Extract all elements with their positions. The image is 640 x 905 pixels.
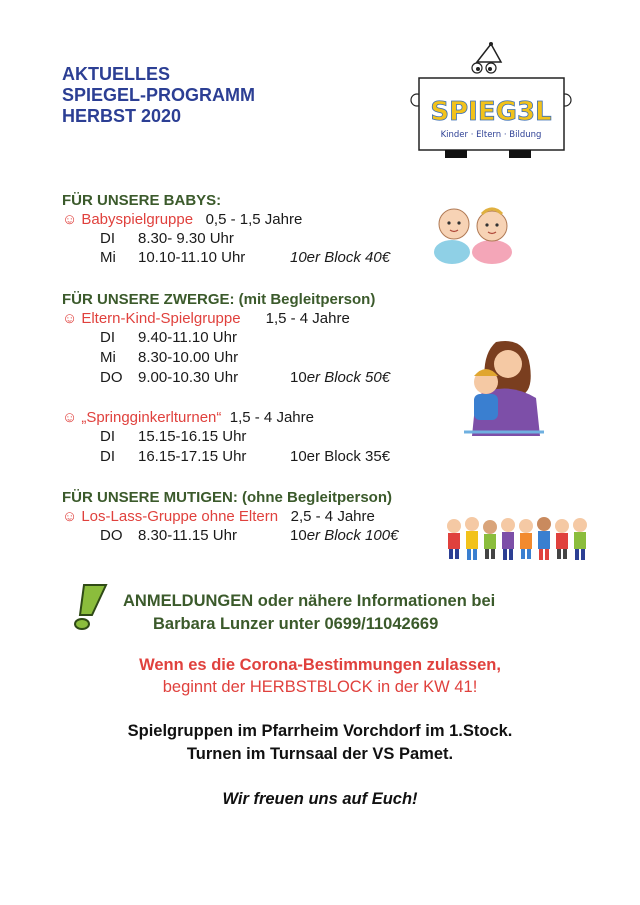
row-time: 10.10-11.10 Uhr	[138, 249, 246, 266]
group-age: 1,5 - 4 Jahre	[265, 310, 350, 327]
title-line-1: AKTUELLES	[62, 64, 170, 84]
row-day: DO	[100, 527, 123, 544]
row-day: DI	[100, 329, 115, 346]
registration-contact: Barbara Lunzer unter 0699/11042669	[153, 615, 439, 633]
spiegel-logo	[405, 40, 575, 160]
group-age: 1,5 - 4 Jahre	[229, 409, 314, 426]
location-line-1: Spielgruppen im Pfarrheim Vorchdorf im 1.Stock.	[127, 722, 513, 740]
row-time: 9.00-10.30 Uhr	[138, 369, 239, 386]
row-block-price: 10er Block 35€	[290, 448, 391, 465]
children-group-illustration	[444, 512, 590, 564]
row-time: 8.30-10.00 Uhr	[138, 349, 239, 366]
closing-message: Wir freuen uns auf Euch!	[222, 790, 418, 808]
group-name: Eltern-Kind-Spielgruppe	[81, 310, 241, 327]
mother-child-illustration	[456, 336, 548, 446]
row-block-price	[290, 369, 390, 387]
group-eltern-kind	[62, 310, 350, 328]
smiley-icon: ☺	[62, 508, 78, 525]
row-time: 16.15-17.15 Uhr	[138, 448, 247, 465]
title-line-2: SPIEGEL-PROGRAMM	[62, 85, 256, 105]
group-name: Babyspielgruppe	[81, 211, 194, 228]
corona-line-1: Wenn es die Corona-Bestimmungen zulassen,	[139, 656, 501, 674]
section-heading-mutigen: FÜR UNSERE MUTIGEN: (ohne Begleitperson)	[62, 489, 393, 506]
block-label: er Block 50€	[306, 369, 391, 386]
row-day: DI	[100, 428, 115, 445]
location-line-2: Turnen im Turnsaal der VS Pamet.	[186, 745, 454, 763]
group-age: 0,5 - 1,5 Jahre	[205, 211, 303, 228]
row-day: Mi	[100, 249, 116, 266]
row-block-price: 10er Block 40€	[290, 249, 391, 266]
row-day: DI	[100, 230, 115, 247]
row-day: Mi	[100, 349, 116, 366]
section-heading-zwerge: FÜR UNSERE ZWERGE: (mit Begleitperson)	[62, 291, 376, 308]
logo-tagline: Kinder · Eltern · Bildung	[440, 130, 542, 140]
row-time: 9.40-11.10 Uhr	[138, 329, 237, 346]
corona-notice	[0, 654, 640, 698]
smiley-icon: ☺	[62, 409, 78, 426]
row-time: 8.30-11.15 Uhr	[138, 527, 237, 544]
block-label: er Block 100€	[306, 527, 399, 544]
section-heading-babys: FÜR UNSERE BABYS:	[62, 192, 222, 209]
group-springginkerlturnen	[62, 409, 314, 427]
row-day: DI	[100, 448, 115, 465]
row-block-price	[290, 527, 398, 545]
logo-brand: SPIEG3L	[430, 97, 552, 127]
group-name: „Springginkerlturnen“	[81, 409, 222, 426]
title-line-3: HERBST 2020	[62, 106, 182, 126]
block-count: 10	[290, 527, 307, 544]
group-name: Los-Lass-Gruppe ohne Eltern	[81, 508, 279, 525]
exclamation-icon	[66, 583, 114, 631]
location-info	[0, 720, 640, 766]
registration-line-1: ANMELDUNGEN oder nähere Informationen bei	[123, 592, 496, 610]
group-babyspielgruppe	[62, 211, 302, 229]
flyer-title	[62, 64, 255, 127]
registration-info	[123, 590, 495, 636]
group-los-lass	[62, 508, 375, 526]
smiley-icon: ☺	[62, 211, 78, 228]
smiley-icon: ☺	[62, 310, 78, 327]
babies-illustration	[428, 200, 520, 270]
row-time: 8.30- 9.30 Uhr	[138, 230, 234, 247]
group-age: 2,5 - 4 Jahre	[290, 508, 375, 525]
corona-line-2: beginnt der HERBSTBLOCK in der KW 41!	[162, 678, 478, 696]
block-count: 10	[290, 369, 307, 386]
row-day: DO	[100, 369, 123, 386]
row-time: 15.15-16.15 Uhr	[138, 428, 247, 445]
